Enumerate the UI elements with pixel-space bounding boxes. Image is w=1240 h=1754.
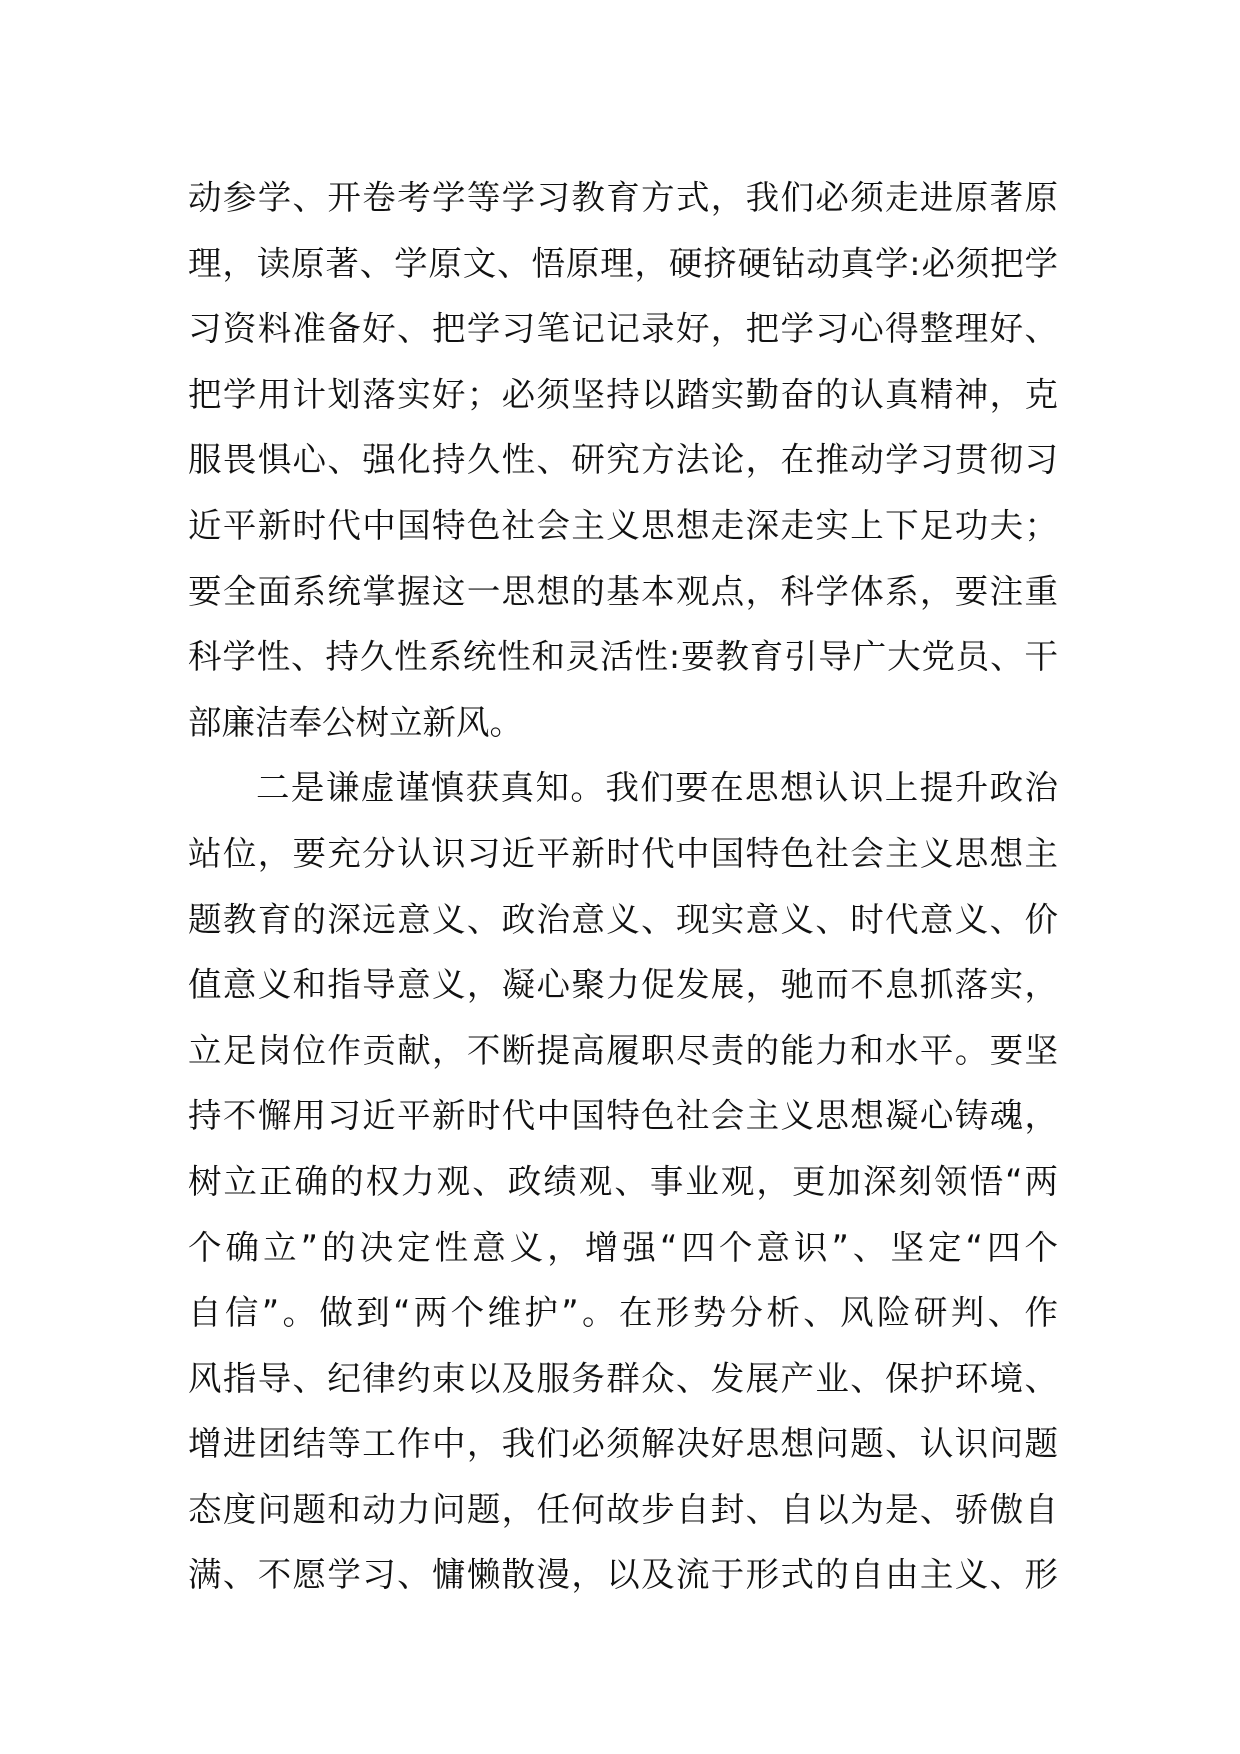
text-line: 理，读原著、学原文、悟原理，硬挤硬钻动真学:必须把学 [188, 243, 1058, 283]
text-line: 部廉洁奉公树立新风。 [188, 702, 523, 742]
body-text [188, 165, 1058, 1608]
text-line: 树立正确的权力观、政绩观、事业观，更加深刻领悟“两 [188, 1161, 1058, 1201]
text-line: 近平新时代中国特色社会主义思想走深走实上下足功夫； [188, 505, 1058, 545]
text-line: 题教育的深远意义、政治意义、现实意义、时代意义、价 [188, 899, 1058, 939]
text-line: 要全面系统掌握这一思想的基本观点，科学体系，要注重 [188, 571, 1058, 611]
text-line: 满、不愿学习、慵懒散漫，以及流于形式的自由主义、形 [188, 1555, 1058, 1595]
text-line: 立足岗位作贡献，不断提高履职尽责的能力和水平。要坚 [188, 1030, 1058, 1070]
text-line: 习资料准备好、把学习笔记记录好，把学习心得整理好、 [188, 309, 1058, 349]
text-line: 态度问题和动力问题，任何故步自封、自以为是、骄傲自 [188, 1489, 1058, 1529]
text-line: 持不懈用习近平新时代中国特色社会主义思想凝心铸魂， [188, 1096, 1058, 1136]
text-line: 站位，要充分认识习近平新时代中国特色社会主义思想主 [188, 833, 1058, 873]
text-line: 自信”。做到“两个维护”。在形势分析、风险研判、作 [188, 1293, 1058, 1333]
text-line: 把学用计划落实好；必须坚持以踏实勤奋的认真精神，克 [188, 374, 1058, 414]
text-line: 动参学、开卷考学等学习教育方式，我们必须走进原著原 [188, 178, 1058, 217]
text-line: 风指导、纪律约束以及服务群众、发展产业、保护环境、 [188, 1358, 1058, 1398]
text-line: 个确立”的决定性意义，增强“四个意识”、坚定“四个 [188, 1227, 1058, 1267]
text-line: 科学性、持久性系统性和灵活性:要教育引导广大党员、干 [188, 637, 1058, 677]
paragraph-first-line: 二是谦虚谨慎获真知。我们要在思想认识上提升政治 [256, 768, 1058, 808]
text-line: 值意义和指导意义，凝心聚力促发展，驰而不息抓落实， [188, 965, 1058, 1005]
text-line: 增进团结等工作中，我们必须解决好思想问题、认识问题 [188, 1424, 1058, 1464]
text-line: 服畏惧心、强化持久性、研究方法论，在推动学习贯彻习 [188, 440, 1058, 480]
